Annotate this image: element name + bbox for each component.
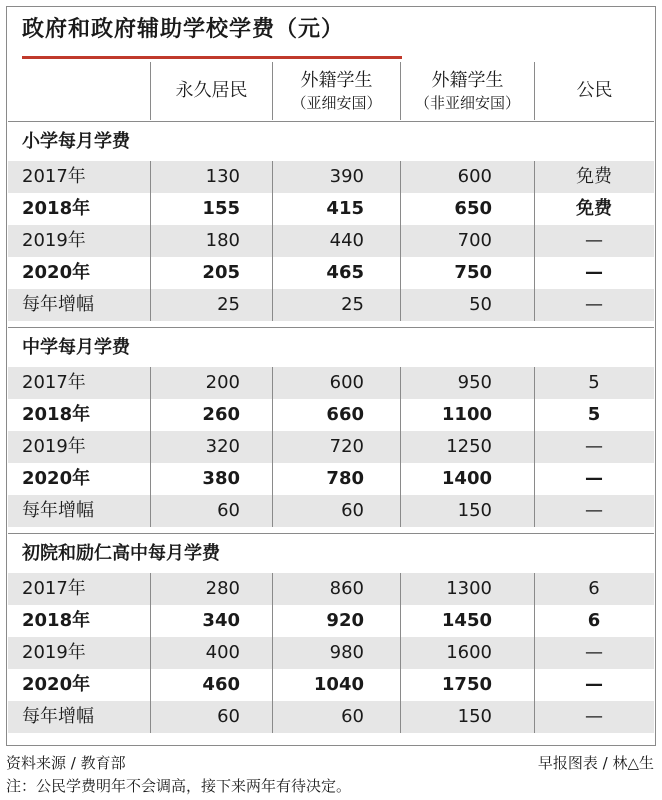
section-title: 初院和励仁高中每月学费: [8, 533, 654, 573]
cell-asean: 60: [341, 500, 364, 521]
header-permanent-resident-label: 永久居民: [175, 80, 248, 101]
cell-non-asean: 1600: [446, 642, 492, 663]
cell-pr: 60: [217, 500, 240, 521]
cell-asean: 465: [326, 262, 364, 283]
cell-citizen: —: [585, 500, 603, 521]
cell-asean: 920: [326, 610, 364, 631]
row-year-label: 每年增幅: [22, 500, 94, 521]
cell-non-asean: 150: [457, 500, 492, 521]
cell-citizen: —: [585, 262, 603, 283]
cell-non-asean: 1250: [446, 436, 492, 457]
cell-asean: 660: [326, 404, 364, 425]
cell-asean: 600: [329, 372, 364, 393]
row-year-label: 2020年: [22, 674, 91, 695]
table-row: [8, 701, 654, 733]
table-title-block: [22, 14, 402, 60]
row-year-label: 2019年: [22, 642, 86, 663]
cell-asean: 415: [326, 198, 364, 219]
header-foreign-asean: [272, 62, 400, 120]
cell-non-asean: 150: [457, 706, 492, 727]
header-foreign-asean-line2: （亚细安国）: [291, 94, 382, 112]
row-year-label: 每年增幅: [22, 706, 94, 727]
cell-asean: 60: [341, 706, 364, 727]
cell-pr: 280: [205, 578, 240, 599]
cell-asean: 1040: [313, 674, 364, 695]
footnote: 注：公民学费明年不会调高，接下来两年有待决定。: [6, 777, 352, 795]
cell-citizen: 5: [587, 404, 601, 425]
row-year-label: 每年增幅: [22, 294, 94, 315]
table-row: [8, 495, 654, 527]
cell-non-asean: 1300: [446, 578, 492, 599]
cell-pr: 60: [217, 706, 240, 727]
cell-non-asean: 600: [457, 166, 492, 187]
row-year-label: 2018年: [22, 610, 91, 631]
row-year-label: 2020年: [22, 262, 91, 283]
row-year-label: 2017年: [22, 372, 86, 393]
source-note: 资料来源 / 教育部: [6, 754, 126, 772]
table-row: [8, 605, 654, 637]
header-foreign-non-asean: [400, 62, 534, 120]
table-row: [8, 161, 654, 193]
cell-non-asean: 1100: [441, 404, 492, 425]
table-row: [8, 367, 654, 399]
cell-citizen: —: [585, 674, 603, 695]
cell-citizen: —: [585, 436, 603, 457]
cell-citizen: —: [585, 294, 603, 315]
table-row: [8, 431, 654, 463]
table-row: [8, 669, 654, 701]
table-header: [8, 62, 654, 120]
cell-pr: 205: [202, 262, 240, 283]
cell-asean: 860: [329, 578, 364, 599]
header-foreign-asean-line1: 外籍学生: [300, 70, 373, 91]
table-row: [8, 573, 654, 605]
cell-citizen: —: [585, 706, 603, 727]
table-row: [8, 289, 654, 321]
cell-pr: 460: [202, 674, 240, 695]
table-row: [8, 193, 654, 225]
cell-asean: 440: [329, 230, 364, 251]
cell-asean: 780: [326, 468, 364, 489]
cell-non-asean: 950: [457, 372, 492, 393]
header-permanent-resident: [150, 62, 272, 120]
header-citizen: [534, 62, 654, 120]
header-foreign-non-asean-line2: （非亚细安国）: [414, 94, 520, 112]
cell-pr: 380: [202, 468, 240, 489]
row-year-label: 2017年: [22, 578, 86, 599]
table-row: [8, 463, 654, 495]
cell-non-asean: 1400: [441, 468, 492, 489]
cell-citizen: —: [585, 230, 603, 251]
table-row: [8, 257, 654, 289]
table-row: [8, 637, 654, 669]
cell-non-asean: 1750: [441, 674, 492, 695]
cell-pr: 400: [205, 642, 240, 663]
cell-non-asean: 700: [457, 230, 492, 251]
cell-non-asean: 1450: [441, 610, 492, 631]
cell-pr: 130: [205, 166, 240, 187]
title-underline: [22, 56, 402, 59]
section-title: 小学每月学费: [8, 121, 654, 161]
cell-non-asean: 750: [454, 262, 492, 283]
graphic-credit: 早报图表 / 林△生: [537, 754, 654, 772]
table-row: [8, 225, 654, 257]
cell-citizen: 6: [588, 578, 600, 599]
cell-non-asean: 650: [454, 198, 492, 219]
cell-pr: 155: [202, 198, 240, 219]
cell-citizen: 免费: [576, 198, 612, 219]
row-year-label: 2018年: [22, 198, 91, 219]
cell-citizen: —: [585, 468, 603, 489]
table-row: [8, 399, 654, 431]
cell-asean: 980: [329, 642, 364, 663]
row-year-label: 2018年: [22, 404, 91, 425]
cell-pr: 25: [217, 294, 240, 315]
cell-non-asean: 50: [469, 294, 492, 315]
row-year-label: 2019年: [22, 436, 86, 457]
cell-asean: 390: [329, 166, 364, 187]
cell-pr: 180: [205, 230, 240, 251]
row-year-label: 2019年: [22, 230, 86, 251]
cell-citizen: 免费: [576, 166, 612, 187]
header-citizen-label: 公民: [576, 80, 613, 101]
cell-pr: 340: [202, 610, 240, 631]
section-title: 中学每月学费: [8, 327, 654, 367]
cell-asean: 25: [341, 294, 364, 315]
cell-citizen: —: [585, 642, 603, 663]
cell-pr: 320: [205, 436, 240, 457]
cell-citizen: 5: [588, 372, 600, 393]
header-foreign-non-asean-line1: 外籍学生: [431, 70, 504, 91]
cell-pr: 200: [205, 372, 240, 393]
cell-pr: 260: [202, 404, 240, 425]
page-title: 政府和政府辅助学校学费（元）: [22, 17, 345, 42]
row-year-label: 2020年: [22, 468, 91, 489]
cell-citizen: 6: [587, 610, 601, 631]
row-year-label: 2017年: [22, 166, 86, 187]
cell-asean: 720: [329, 436, 364, 457]
